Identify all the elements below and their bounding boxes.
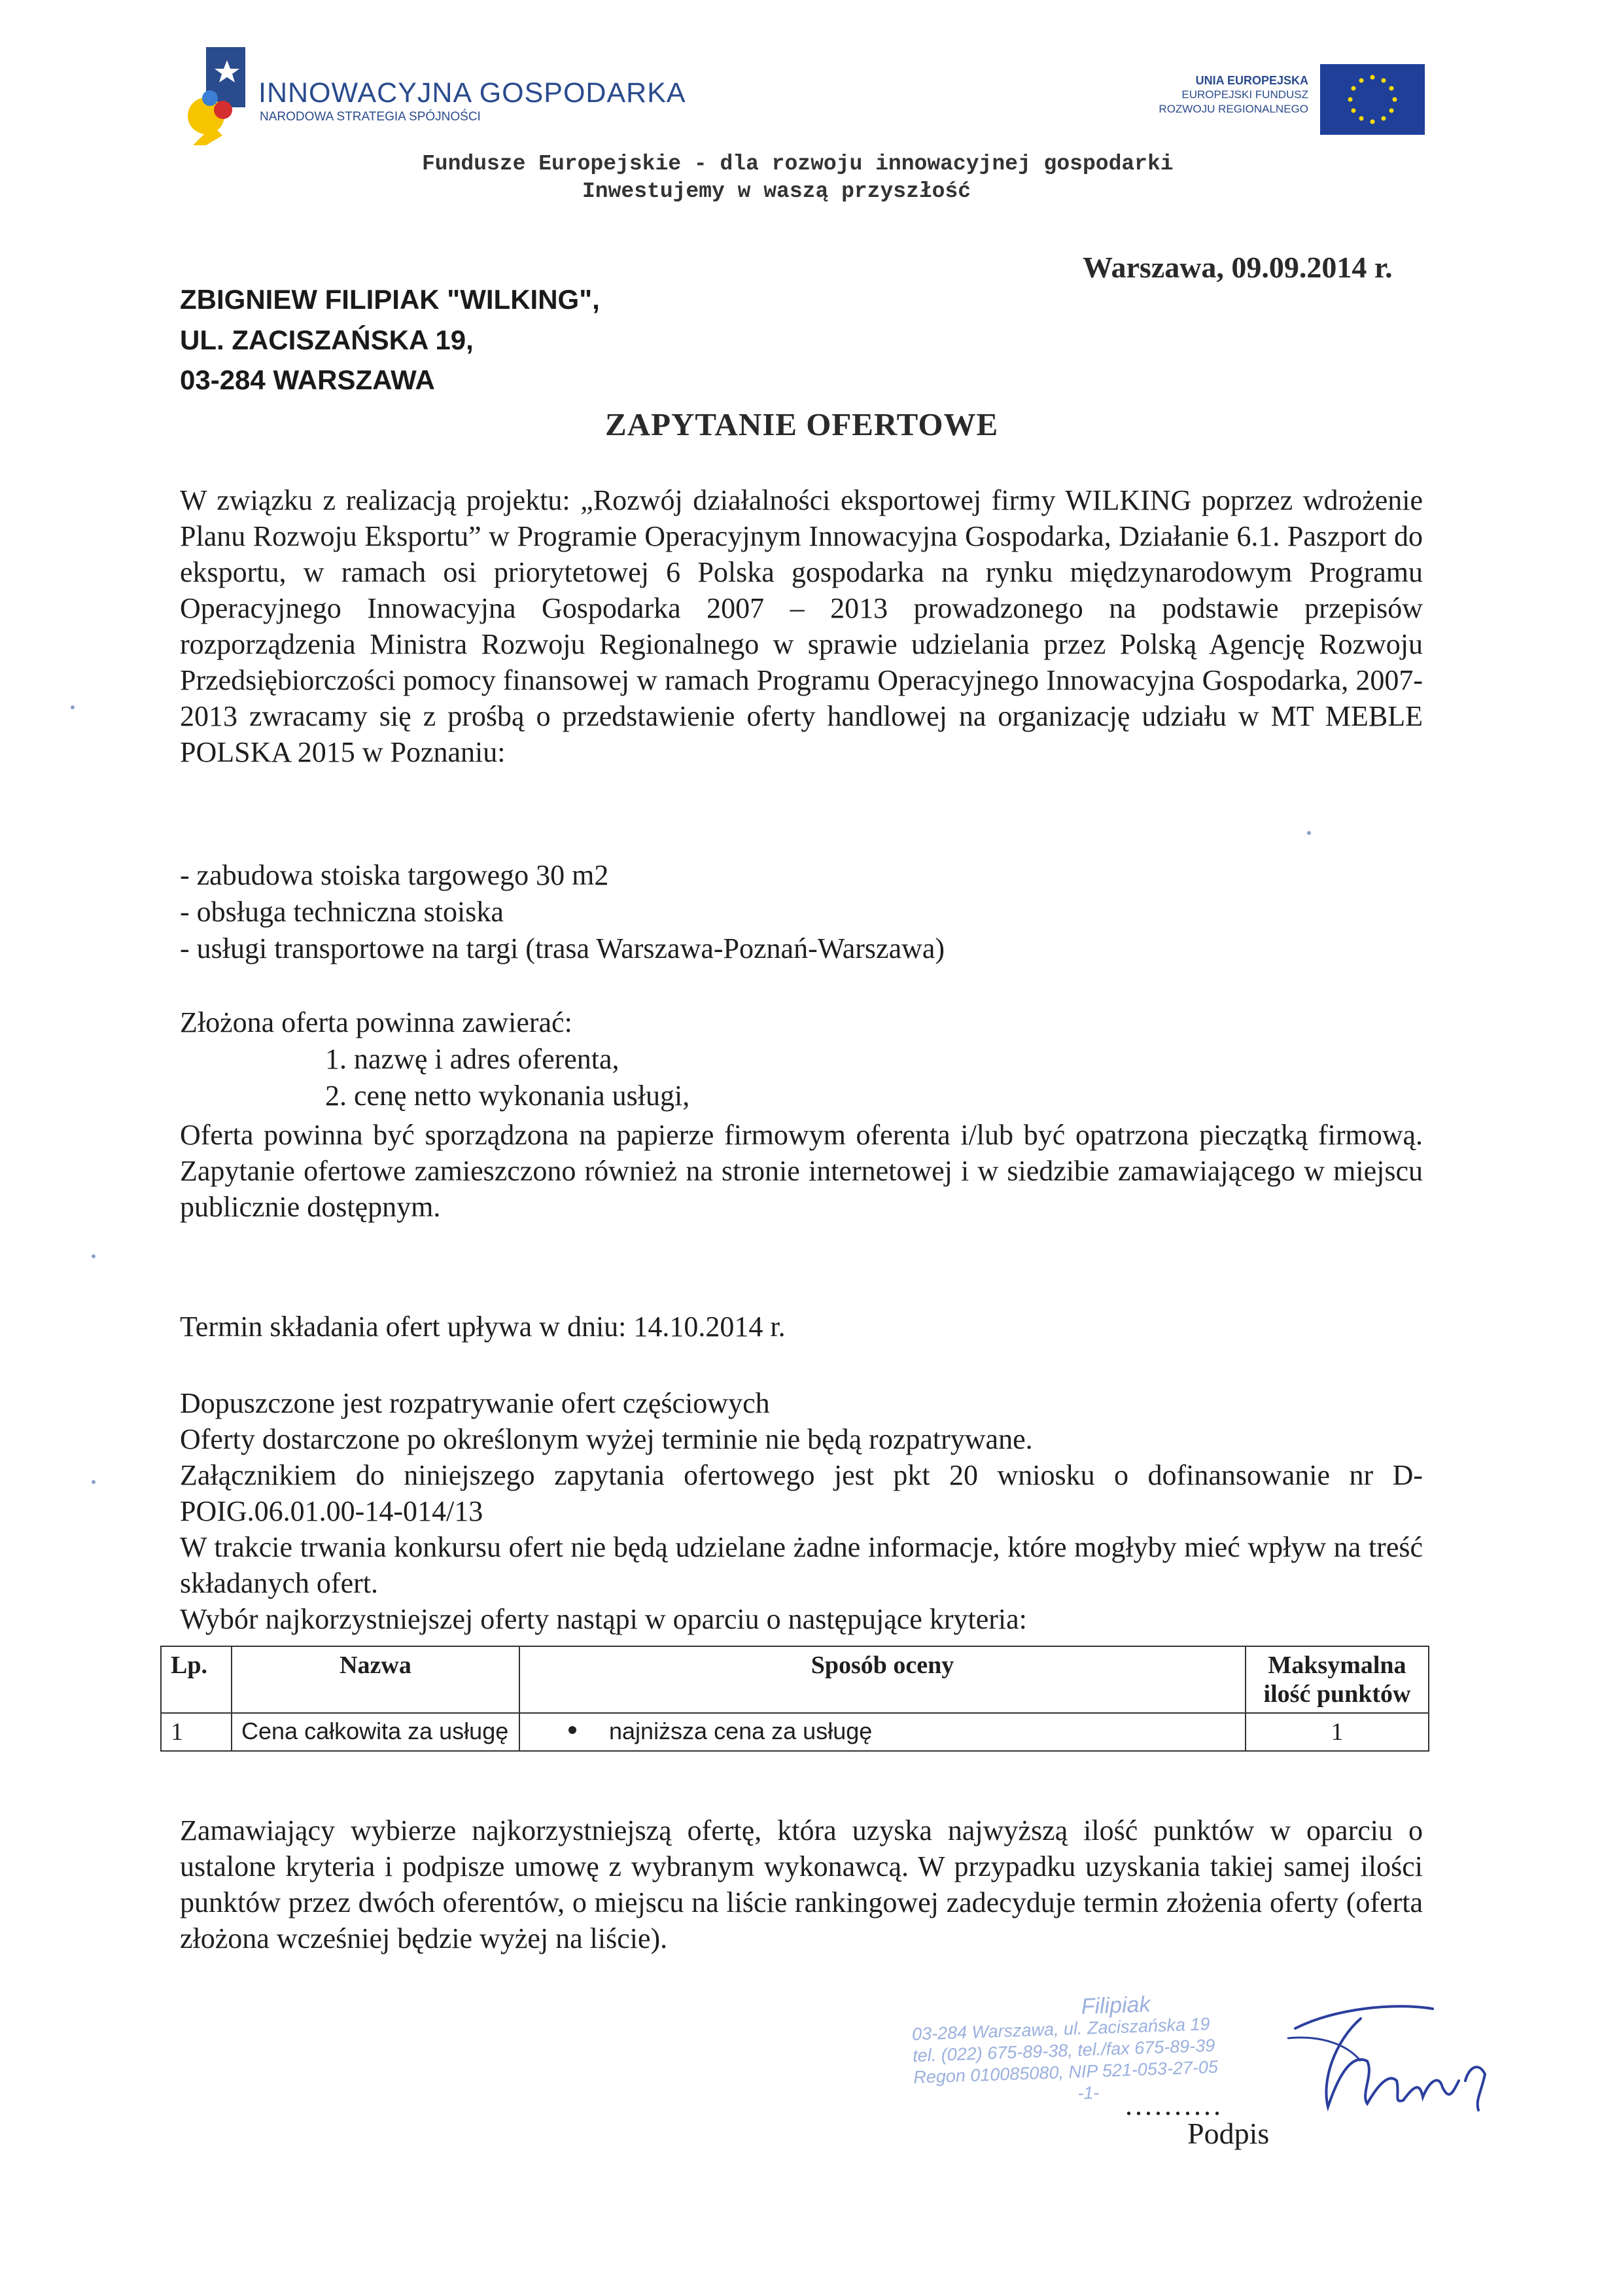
closing-paragraph: Zamawiający wybierze najkorzystniejszą ofertę, która uzyska najwyższą ilość punktów w oparciu o ustalone kryteria i podpisze umowę z wybranym wykonawcą. W przypadku uzyskania takiej samej ilości punktów przez dwóch oferentów, o miejscu na liście rankingowej zadecyduje termin złożenia oferty (oferta złożona wcześniej będzie wyżej na liście). bbox=[180, 1814, 1423, 1954]
rule-line: W trakcie trwania konkursu ofert nie będą udzielane żadne informacje, które mogłyby mieć wpływ na treść składanych ofert. bbox=[180, 1531, 1423, 1599]
cell-lp: 1 bbox=[161, 1713, 232, 1751]
intro-paragraph: W związku z realizacją projektu: „Rozwój działalności eksportowej firmy WILKING poprzez wdrożenie Planu Rozwoju Eksportu” w Programie Operacyjnym Innowacyjna Gospodarka, Działanie 6.1. Paszport do eksportu, w ramach osi priorytetowej 6 Polska gospodarka na rynku międzynarodowym Programu Operacyjnego Innowacyjna Gospodarka 2007 – 2013 prowadzonego na podstawie przepisów rozporządzenia Ministra Rozwoju Regionalnego w sprawie udzielania przez Polską Agencję Rozwoju Przedsiębiorczości pomocy finansowej w ramach Programu Operacyjnego Innowacyjna Gospodarka, 2007-2013 zwracamy się z prośbą o przedstawienie oferty handlowej na organizację udziału w MT MEBLE POLSKA 2015 w Poznaniu: bbox=[180, 484, 1423, 768]
tagline-funds: Fundusze Europejskie - dla rozwoju innowacyjnej gospodarki bbox=[422, 152, 1174, 176]
criteria-table bbox=[160, 1646, 1429, 1752]
tagline-future: Inwestujemy w waszą przyszłość bbox=[582, 179, 971, 203]
bullet-icon bbox=[568, 1726, 576, 1734]
sender-name: ZBIGNIEW FILIPIAK "WILKING", bbox=[180, 284, 600, 315]
cell-points: 1 bbox=[1246, 1713, 1429, 1751]
scan-speck bbox=[1307, 831, 1311, 835]
offer-requirements: Oferta powinna być sporządzona na papierze firmowym oferenta i/lub być opatrzona pieczątką firmową. Zapytanie ofertowe zamieszczono również na stronie internetowej i w siedzibie zamawiającego w miejscu publicznie dostępnym. bbox=[180, 1119, 1423, 1223]
innowacyjna-gospodarka-logo-icon bbox=[186, 47, 258, 145]
rule-line: Załącznikiem do niniejszego zapytania ofertowego jest pkt 20 wniosku o dofinansowanie nr D-POIG.06.01.00-14-014/13 bbox=[180, 1459, 1423, 1527]
table-header-row bbox=[161, 1646, 1429, 1713]
stamp-line: tel. (022) 675-89-38, tel./fax 675-89-39 bbox=[912, 2035, 1215, 2066]
column-header-method: Sposób oceny bbox=[519, 1646, 1246, 1713]
scope-item: - usługi transportowe na targi (trasa Warszawa-Poznań-Warszawa) bbox=[180, 932, 945, 964]
scope-item: - obsługa techniczna stoiska bbox=[180, 896, 504, 928]
eu-label-line2: EUROPEJSKI FUNDUSZ bbox=[1181, 88, 1308, 101]
program-title: INNOWACYJNA GOSPODARKA bbox=[258, 77, 686, 109]
eu-label bbox=[1112, 73, 1308, 116]
program-subtitle: NARODOWA STRATEGIA SPÓJNOŚCI bbox=[260, 110, 481, 124]
scan-speck bbox=[92, 1480, 96, 1484]
stamp-line: Regon 010085080, NIP 521-053-27-05 bbox=[913, 2057, 1219, 2087]
document-date: Warszawa, 09.09.2014 r. bbox=[1083, 251, 1393, 284]
signature-label: Podpis bbox=[1187, 2117, 1270, 2150]
cell-method bbox=[519, 1713, 1246, 1751]
rules-list bbox=[180, 1385, 1423, 1637]
signature-line: .......... bbox=[1125, 2089, 1223, 2121]
rule-line: Dopuszczone jest rozpatrywanie ofert częściowych bbox=[180, 1387, 770, 1419]
document-title: ZAPYTANIE OFERTOWE bbox=[605, 406, 999, 442]
stamp-line: 03-284 Warszawa, ul. Zaciszańska 19 bbox=[911, 2014, 1210, 2044]
offer-items-list bbox=[325, 1041, 689, 1114]
handwritten-signature-icon bbox=[1282, 1983, 1498, 2120]
rule-line: Oferty dostarczone po określonym wyżej terminie nie będą rozpatrywane. bbox=[180, 1423, 1033, 1455]
table-row bbox=[161, 1713, 1429, 1751]
cell-method-text: najniższa cena za usługę bbox=[609, 1718, 873, 1744]
cell-name: Cena całkowita za usługę bbox=[232, 1713, 519, 1751]
sender-city: 03-284 WARSZAWA bbox=[180, 364, 435, 395]
eu-label-line1: UNIA EUROPEJSKA bbox=[1195, 74, 1308, 87]
column-header-points: Maksymalna ilość punktów bbox=[1246, 1646, 1429, 1713]
scope-item: - zabudowa stoiska targowego 30 m2 bbox=[180, 859, 609, 891]
column-header-lp: Lp. bbox=[161, 1646, 232, 1713]
eu-flag-icon bbox=[1320, 64, 1425, 135]
scan-speck bbox=[92, 1254, 96, 1258]
eu-label-line3: ROZWOJU REGIONALNEGO bbox=[1159, 103, 1308, 115]
scan-speck bbox=[71, 705, 75, 709]
scope-list bbox=[180, 857, 1423, 967]
deadline-text: Termin składania ofert upływa w dniu: 14.10.2014 r. bbox=[180, 1311, 786, 1343]
column-header-name: Nazwa bbox=[232, 1646, 519, 1713]
offer-item: 1. nazwę i adres oferenta, bbox=[325, 1043, 620, 1075]
offer-item: 2. cenę netto wykonania usługi, bbox=[325, 1080, 690, 1112]
stamp-line: -1- bbox=[1077, 2083, 1100, 2104]
offer-heading: Złożona oferta powinna zawierać: bbox=[180, 1006, 572, 1038]
stamp-line: Filipiak bbox=[1081, 1992, 1151, 2019]
sender-street: UL. ZACISZAŃSKA 19, bbox=[180, 325, 474, 355]
company-stamp bbox=[911, 1989, 1287, 2110]
rule-line: Wybór najkorzystniejszej oferty nastąpi w oparciu o następujące kryteria: bbox=[180, 1603, 1027, 1635]
